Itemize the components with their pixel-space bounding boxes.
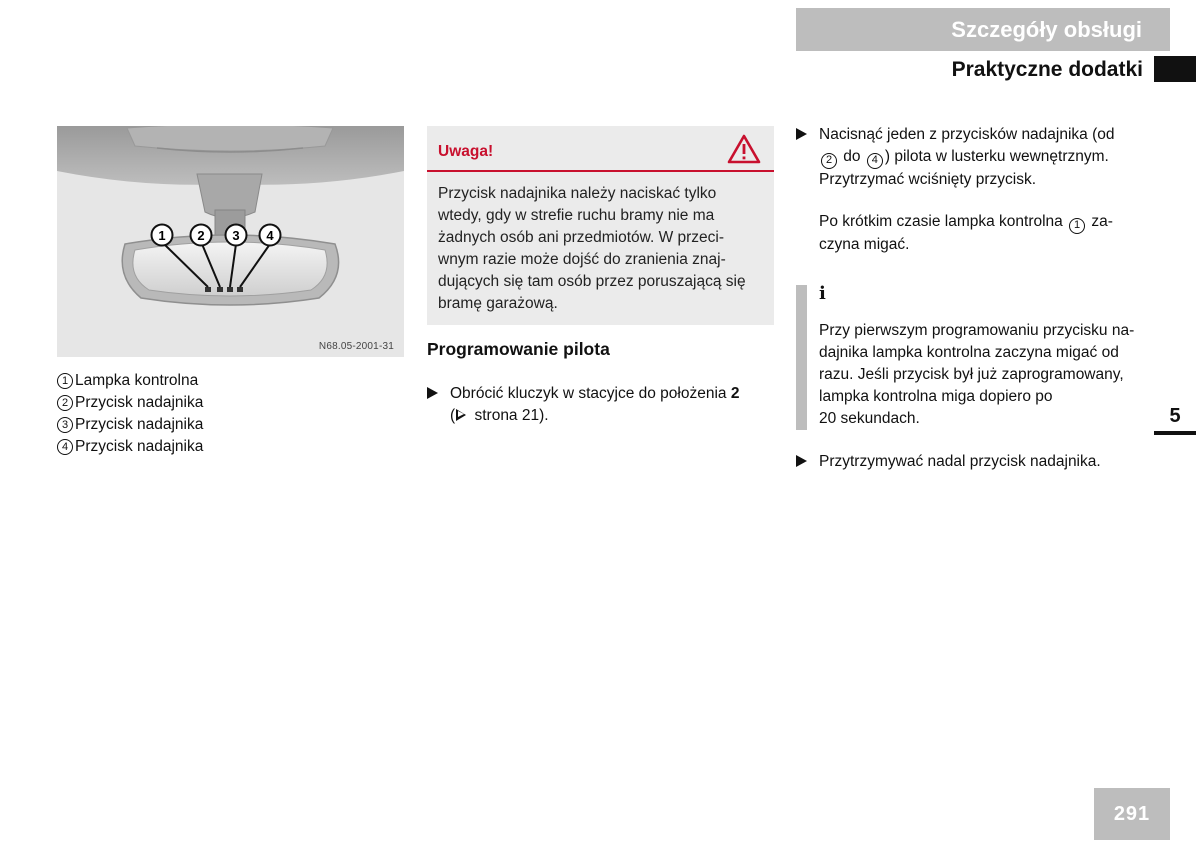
svg-text:2: 2 [197,228,205,243]
note-line: dajnika lampka kontrolna zaczyna migać od [819,344,1119,361]
step-line: Przytrzymywać nadal przycisk nadajnika. [819,453,1101,470]
warning-title: Uwaga! [438,143,494,160]
legend-label: Przycisk nadajnika [75,438,204,455]
circled-number: 1 [57,373,73,389]
note-line: Przy pierwszym programowaniu przycisku na- [819,322,1135,339]
circled-number: 3 [57,417,73,433]
header-marker [1154,56,1196,82]
instruction-step [427,383,739,427]
legend-label: Przycisk nadajnika [75,416,204,433]
svg-text:4: 4 [266,228,274,243]
warning-box [427,126,774,325]
callout-4 [260,225,281,246]
warning-line: wnym razie może dojść do zranienia znaj- [438,251,726,268]
mirror-illustration [57,126,404,357]
step-text-part: Obrócić kluczyk w stacyjce do położenia [450,385,731,402]
figure-code: N68.05-2001-31 [318,341,394,352]
paragraph-text: Po krótkim czasie lampka kontrolna [819,213,1068,230]
legend-item [57,392,203,414]
note-line: 20 sekundach. [819,410,920,427]
chapter-tab: 5 [1154,402,1196,435]
legend-item [57,414,203,436]
legend-item [57,370,203,392]
section-heading: Programowanie pilota [427,339,610,359]
page-reference-icon [456,409,466,421]
warning-line: żadnych osób ani przedmiotów. W przeci- [438,229,725,246]
position-number: 2 [730,385,740,402]
step-text [819,451,1101,473]
note-sidebar [796,285,807,430]
warning-triangle-icon [727,134,761,164]
circled-number: 4 [867,153,883,169]
legend-label: Lampka kontrolna [75,372,199,389]
circled-number: 2 [821,153,837,169]
instruction-step [796,451,1101,473]
legend-item [57,436,203,458]
warning-text [438,183,768,315]
bullet-arrow-icon [427,387,438,399]
mirror-figure [57,126,404,357]
svg-text:1: 1 [158,228,166,243]
circled-number: 1 [1069,218,1085,234]
note-line: lampka kontrolna miga dopiero po [819,388,1053,405]
circled-number: 4 [57,439,73,455]
page-reference-link[interactable]: strona 21). [470,407,549,424]
paragraph-text: czyna migać. [819,235,910,253]
callout-3 [226,225,247,246]
callout-2 [191,225,212,246]
warning-header [427,126,774,172]
step-line: Przytrzymać wciśnięty przycisk. [819,170,1037,188]
step-line: Nacisnąć jeden z przycisków nadajnika (od [819,126,1115,143]
figure-legend [57,370,203,458]
note-line: razu. Jeśli przycisk był już zaprogramowany, [819,366,1124,383]
bullet-arrow-icon [796,455,807,467]
step-text [450,383,739,427]
note-text [819,320,1134,430]
step-text-part: ( [450,407,456,424]
circled-number: 2 [57,395,73,411]
callout-1 [152,225,173,246]
bullet-arrow-icon [796,128,807,140]
step-text [819,124,1115,191]
section-title: Szczegóły obsługi [951,16,1142,42]
subsection-title: Praktyczne dodatki [951,58,1143,81]
paragraph-text: za- [1087,213,1113,230]
info-icon: i [819,283,826,304]
step-text-part: ) pilota w lusterku wewnętrznym. [884,148,1109,165]
legend-label: Przycisk nadajnika [75,394,204,411]
paragraph [819,211,1113,256]
warning-line: dujących się tam osób przez poruszającą się [438,273,746,290]
warning-line: bramę garażową. [438,295,558,312]
section-header [796,8,1170,51]
warning-line: Przycisk nadajnika należy naciskać tylko [438,185,717,202]
svg-text:3: 3 [232,228,240,243]
instruction-step [796,124,1115,191]
step-text-part: do [839,148,865,165]
warning-line: wtedy, gdy w strefie ruchu bramy nie ma [438,207,715,224]
page-number: 291 [1094,788,1170,840]
